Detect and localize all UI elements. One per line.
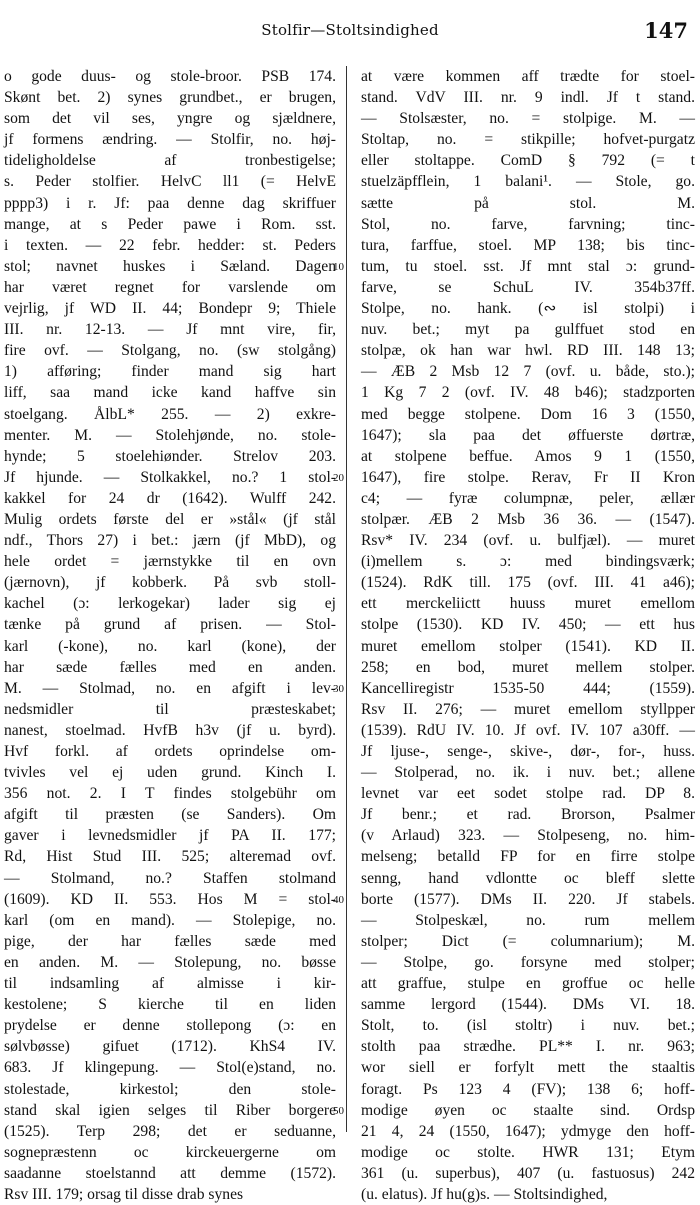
text-line: ett merckeliictt huuss muret emellom: [361, 595, 695, 613]
text-line: Stol, no. farve, farvning; tinc-: [361, 215, 695, 233]
text-line: senng, hand vdlontte oc bleff slette: [361, 869, 695, 887]
text-line: — Stolperad, no. ik. i nuv. bet.; allene: [361, 764, 695, 782]
text-line: Stolpe, no. hank. (∾ isl stolpi) i: [361, 300, 695, 318]
text-line: i texten. — 22 febr. hedder: st. Peders: [4, 236, 336, 254]
text-line: kestolene; S kierche til en liden: [4, 996, 336, 1014]
text-line: nedsmidler til præsteskabet;: [4, 700, 336, 718]
text-line: 361 (u. superbus), 407 (u. fastuosus) 242: [361, 1164, 695, 1182]
text-line: 1) afføring; finder mand sig hart: [4, 363, 336, 381]
text-line: stuelzäpfflein, 1 balani¹. — Stole, go.: [361, 173, 695, 191]
text-line: foragt. Ps 123 4 (FV); 138 6; hoff-: [361, 1080, 695, 1098]
text-line: fire ovf. — Stolgang, no. (sw stolgång): [4, 342, 336, 360]
text-line: menter. M. — Stolehjønde, no. stole-: [4, 426, 336, 444]
text-line: at stolpene beffue. Amos 9 1 (1550,: [361, 447, 695, 465]
text-line: tura, farffue, stoel. MP 138; bis tinc-: [361, 236, 695, 254]
text-line: muret emellom stolper (1541). KD II.: [361, 637, 695, 655]
text-line: III. nr. 12-13. — Jf mnt vire, fir,: [4, 321, 336, 339]
text-line: som det vil ses, yngre og sjældnere,: [4, 110, 336, 128]
text-line: tum, tu stoel. sst. Jf mnt stal ɔ: grund-: [361, 257, 695, 275]
text-line: pige, der har fælles sæde med: [4, 932, 336, 950]
text-line: — ÆB 2 Msb 12 7 (ovf. u. både, sto.);: [361, 363, 695, 381]
line-number: 30: [333, 682, 344, 695]
text-line: (1539). RdU IV. 10. Jf ovf. IV. 107 a30ff. —: [361, 721, 695, 739]
text-line: stolestade, kirkestol; den stole-: [4, 1080, 336, 1098]
text-line: 1 Kg 7 2 (ovf. IV. 48 b46); stadzporten: [361, 384, 695, 402]
text-line: Stolt, to. (isl stoltr) i nuv. bet.;: [361, 1017, 695, 1035]
text-line: en anden. M. — Stolepung, no. bøsse: [4, 953, 336, 971]
text-line: (u. elatus). Jf hu(g)s. — Stoltsindighed,: [361, 1185, 608, 1203]
text-line: wor siell er forfylt mett the staaltis: [361, 1059, 695, 1077]
text-line: pppp3) i r. Jf: paa denne dag skriffuer: [4, 194, 336, 212]
text-line: (1524). RdK till. 175 (ovf. III. 41 a46);: [361, 574, 695, 592]
text-line: mange, at s Peder pawe i Rom. sst.: [4, 215, 336, 233]
line-number: 10: [333, 260, 344, 273]
text-line: stand skal igien selges til Riber borgere: [4, 1101, 336, 1119]
text-line: stand. VdV III. nr. 9 indl. Jf t stand.: [361, 89, 695, 107]
text-line: 356 not. 2. I T findes stolgebühr om: [4, 785, 336, 803]
text-line: til indsamling af almisse i kir-: [4, 975, 336, 993]
text-line: (1525). Terp 298; det er seduanne,: [4, 1122, 336, 1140]
text-line: — Stolpe, go. forsyne med stolper;: [361, 953, 695, 971]
text-line: nanest, stoelmad. HvfB h3v (jf u. byrd).: [4, 721, 336, 739]
text-line: 1647), fire stolpe. Rerav, Fr II Kron: [361, 468, 695, 486]
text-line: sætte på stol. M.: [361, 194, 695, 212]
text-line: vejrlig, jf WD II. 44; Bondepr 9; Thiele: [4, 300, 336, 318]
text-line: borte (1577). DMs II. 220. Jf stabels.: [361, 890, 695, 908]
text-line: har sæde fælles med en anden.: [4, 658, 336, 676]
left-column: [4, 66, 336, 1203]
text-line: jf formens ændring. — Stolfir, no. høj-: [4, 131, 336, 149]
text-line: stolpær. ÆB 2 Msb 36 36. — (1547).: [361, 510, 695, 528]
text-line: kachel (ɔ: lerkogekar) lader sig ej: [4, 595, 336, 613]
text-line: Hvf forkl. af ordets oprindelse om-: [4, 743, 336, 760]
line-number: 50: [333, 1104, 344, 1117]
text-line: med begge stolpene. Dom 16 3 (1550,: [361, 405, 695, 423]
text-line: stolper; Dict (= columnarium); M.: [361, 932, 695, 950]
text-line: samme lergord (1544). DMs VI. 18.: [361, 996, 695, 1014]
text-line: karl (om en mand). — Stolepige, no.: [4, 911, 336, 929]
text-line: Mulig ordets første del er »stål« (jf stål: [4, 510, 336, 528]
text-line: gaver i levnedsmidler jf PA II. 177;: [4, 827, 336, 845]
text-line: 1647); sla paa det øffuerste dørtræ,: [361, 426, 695, 444]
text-line: har været regnet for varslende om: [4, 278, 336, 296]
text-line: modige oc stolte. HWR 131; Etym: [361, 1143, 695, 1161]
text-line: Jf ljuse-, senge-, skive-, dør-, for-, huss.: [361, 743, 695, 760]
text-line: at være kommen aff trædte for stoel-: [361, 68, 695, 85]
text-line: hynde; 5 stoelehiønder. Strelov 203.: [4, 447, 336, 465]
text-line: 258; en bod, muret mellem stolper.: [361, 658, 695, 676]
text-line: (i)mellem s. ɔ: med bindingsværk;: [361, 553, 695, 571]
text-line: karl (-kone), no. karl (kone), der: [4, 637, 336, 655]
text-line: Jf hjunde. — Stolkakkel, no.? 1 stol-: [4, 468, 336, 486]
text-line: saadanne stoelstannd att demme (1572).: [4, 1164, 336, 1182]
text-line: hele ordet = jærnstykke til en ovn: [4, 553, 336, 571]
text-line: c4; — fyræ columpnæ, peler, ællær: [361, 489, 695, 507]
text-line: liff, saa mand icke kand haffve sin: [4, 384, 336, 402]
text-line: stoelgang. ÅlbL* 255. — 2) exkre-: [4, 405, 336, 423]
text-line: ndf., Thors 27) i bet.: jærn (jf MbD), og: [4, 532, 336, 550]
text-line: stolpe (1530). KD IV. 450; — ett hus: [361, 616, 695, 634]
text-line: modige øyen oc staalte sind. Ordsp: [361, 1101, 695, 1119]
text-line: M. — Stolmad, no. en afgift i lev-: [4, 679, 336, 697]
text-line: Rsv II. 276; — muret emellom styllpper: [361, 700, 695, 718]
text-line: afgift til præsten (se Sanders). Om: [4, 806, 336, 824]
text-line: sølvbøsse) gifuet (1712). KhS4 IV.: [4, 1038, 336, 1056]
text-line: Kancelliregistr 1535-50 444; (1559).: [361, 679, 695, 697]
text-line: Stoltap, no. = stikpille; hofvet-purgatz: [361, 131, 695, 149]
text-line: nuv. bet.; myt pa gulffuet stod en: [361, 321, 695, 339]
text-line: stolth paa strædhe. PL** I. nr. 963;: [361, 1038, 695, 1056]
line-number-gutter: [333, 66, 357, 1134]
text-line: — Stolpeskæl, no. rum mellem: [361, 911, 695, 929]
text-line: stolpæ, ok han war hwl. RD III. 148 13;: [361, 342, 695, 360]
right-column: [361, 66, 695, 1203]
text-line: tvivles vel ej uden grund. Kinch I.: [4, 764, 336, 782]
text-line: prydelse er denne stollepong (ɔ: en: [4, 1017, 336, 1035]
text-line: — Stolsæster, no. = stolpige. M. —: [361, 110, 695, 128]
line-number: 20: [333, 471, 344, 484]
text-line: levnet var eet sodet stolpe rad. DP 8.: [361, 785, 695, 803]
text-line: Rd, Hist Stud III. 525; alteremad ovf.: [4, 848, 336, 866]
text-line: kakkel for 24 dr (1642). Wulff 242.: [4, 489, 336, 507]
text-line: eller stoltappe. ComD § 792 (= t: [361, 152, 695, 170]
text-line: 683. Jf klingepung. — Stol(e)stand, no.: [4, 1059, 336, 1077]
text-line: stol; navnet huskes i Sæland. Dagen: [4, 257, 336, 275]
text-line: s. Peder stolfier. HelvC ll1 (= HelvE: [4, 173, 336, 191]
text-line: 21 4, 24 (1550, 1647); ydmyge den hoff-: [361, 1122, 695, 1140]
text-line: (v Arlaud) 323. — Stolpeseng, no. him-: [361, 827, 695, 845]
running-head-title: Stolfir—Stoltsindighed: [261, 21, 439, 39]
text-line: — Stolmand, no.? Staffen stolmand: [4, 869, 336, 887]
text-line: Skønt bet. 2) synes grundbet., er brugen,: [4, 89, 336, 107]
text-line: farve, se SchuL IV. 354b37ff.: [361, 278, 695, 296]
text-line: o gode duus- og stole-broor. PSB 174.: [4, 68, 336, 85]
text-line: Jf benr.; et rad. Brorson, Psalmer: [361, 806, 695, 824]
text-line: Rsv III. 179; orsag til disse drab synes: [4, 1185, 244, 1203]
text-line: (jærnovn), jf kobberk. På svb stoll-: [4, 574, 336, 592]
text-line: tideligholdelse af tronbestigelse;: [4, 152, 336, 170]
line-number: 40: [333, 893, 344, 906]
page-number: 147: [644, 18, 688, 43]
text-line: Rsv* IV. 234 (ovf. u. bulfjæl). — muret: [361, 532, 695, 550]
text-line: tænke på grund af prisen. — Stol-: [4, 616, 336, 634]
text-line: att graffue, stulpe en groffue oc helle: [361, 975, 695, 993]
page-header: [0, 18, 700, 48]
text-line: (1609). KD II. 553. Hos M = stol-: [4, 890, 336, 908]
text-line: melseng; betalld FP for en firre stolpe: [361, 848, 695, 866]
text-line: sognepræstenn oc kirckeuergerne om: [4, 1143, 336, 1161]
